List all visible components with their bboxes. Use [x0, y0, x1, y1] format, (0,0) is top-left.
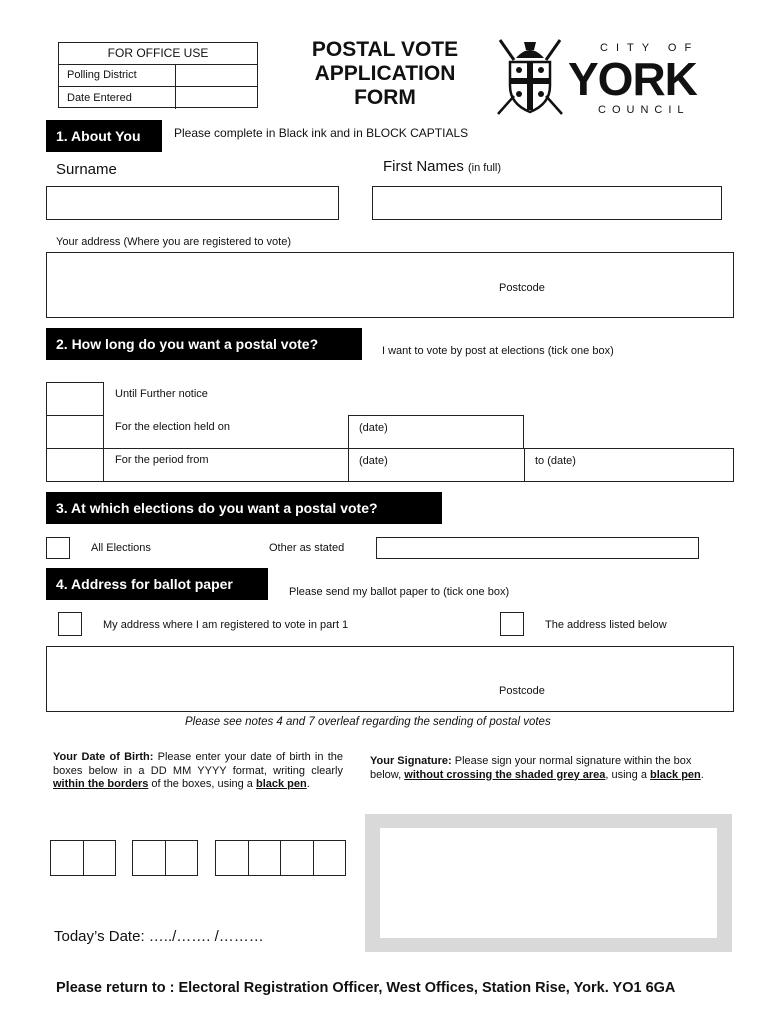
my-address-checkbox[interactable] — [58, 612, 82, 636]
address-below-checkbox[interactable] — [500, 612, 524, 636]
section4-heading: 4. Address for ballot paper — [46, 568, 268, 600]
polling-district-label: Polling District — [67, 69, 137, 81]
section3-heading: 3. At which elections do you want a postal vote? — [46, 492, 442, 524]
date-entered-label: Date Entered — [67, 92, 132, 104]
ballot-postcode-label: Postcode — [499, 685, 545, 697]
period-from-label: For the period from — [115, 454, 209, 466]
address-postcode-label: Postcode — [499, 282, 545, 294]
first-names-label: First Names (in full) — [383, 158, 502, 175]
title-line-3: FORM — [354, 86, 416, 109]
address-input[interactable] — [46, 252, 734, 318]
dob-year-boxes[interactable] — [215, 840, 346, 876]
title-line-2: APPLICATION — [314, 62, 456, 85]
all-elections-label: All Elections — [91, 542, 151, 554]
logo-council: COUNCIL — [598, 104, 690, 116]
first-names-input[interactable] — [372, 186, 722, 220]
surname-label: Surname — [56, 161, 117, 178]
form-title — [296, 38, 474, 110]
logo-city-of: CITY OF — [600, 42, 700, 54]
election-date-input[interactable] — [348, 415, 524, 449]
ballot-note: Please see notes 4 and 7 overleaf regarding the sending of postal votes — [185, 716, 551, 728]
address-label: Your address (Where you are registered to vote) — [56, 236, 291, 248]
section2-heading: 2. How long do you want a postal vote? — [46, 328, 362, 360]
until-further-notice-checkbox[interactable] — [46, 382, 104, 416]
all-elections-checkbox[interactable] — [46, 537, 70, 559]
election-date-placeholder: (date) — [359, 422, 388, 434]
period-date-input[interactable] — [348, 448, 734, 482]
section1-heading: 1. About You — [46, 120, 162, 152]
election-held-on-checkbox[interactable] — [46, 415, 104, 449]
dob-instructions: Your Date of Birth: Please enter your date of birth in the boxes below in a DD MM YYYY format, writing clearly within the borders of the boxes, using a black pen. — [53, 751, 343, 790]
title-line-1: POSTAL VOTE — [311, 38, 459, 61]
section1-instruction: Please complete in Black ink and in BLOCK CAPTIALS — [174, 126, 469, 140]
section2-instruction: I want to vote by post at elections (tick one box) — [382, 345, 614, 357]
dob-day-boxes[interactable] — [50, 840, 116, 876]
until-further-notice-label: Until Further notice — [115, 388, 208, 400]
logo-york: YORK — [568, 53, 697, 105]
address-below-label: The address listed below — [545, 619, 667, 631]
period-to-date-placeholder: to (date) — [535, 455, 576, 467]
signature-instructions: Your Signature: Please sign your normal signature within the box below, without crossing the shaded grey area, using a black pen. — [370, 755, 704, 781]
my-address-label: My address where I am registered to vote in part 1 — [103, 619, 349, 631]
election-held-on-label: For the election held on — [115, 421, 230, 433]
ballot-address-input[interactable] — [46, 646, 734, 712]
section4-instruction: Please send my ballot paper to (tick one box) — [289, 586, 510, 598]
surname-input[interactable] — [46, 186, 339, 220]
dob-month-boxes[interactable] — [132, 840, 198, 876]
other-elections-input[interactable] — [376, 537, 699, 559]
todays-date: Today’s Date: …../……. /……… — [54, 928, 264, 945]
office-use-table — [58, 42, 258, 108]
office-use-heading: FOR OFFICE USE — [107, 46, 209, 60]
period-from-checkbox[interactable] — [46, 448, 104, 482]
period-from-date-placeholder: (date) — [359, 455, 388, 467]
return-address: Please return to : Electoral Registration Officer, West Offices, Station Rise, York. YO1 6GA — [56, 980, 676, 996]
signature-grey-area — [365, 814, 732, 952]
other-as-stated-label: Other as stated — [269, 542, 345, 554]
signature-box[interactable] — [380, 828, 717, 938]
coat-of-arms-icon — [494, 34, 566, 118]
